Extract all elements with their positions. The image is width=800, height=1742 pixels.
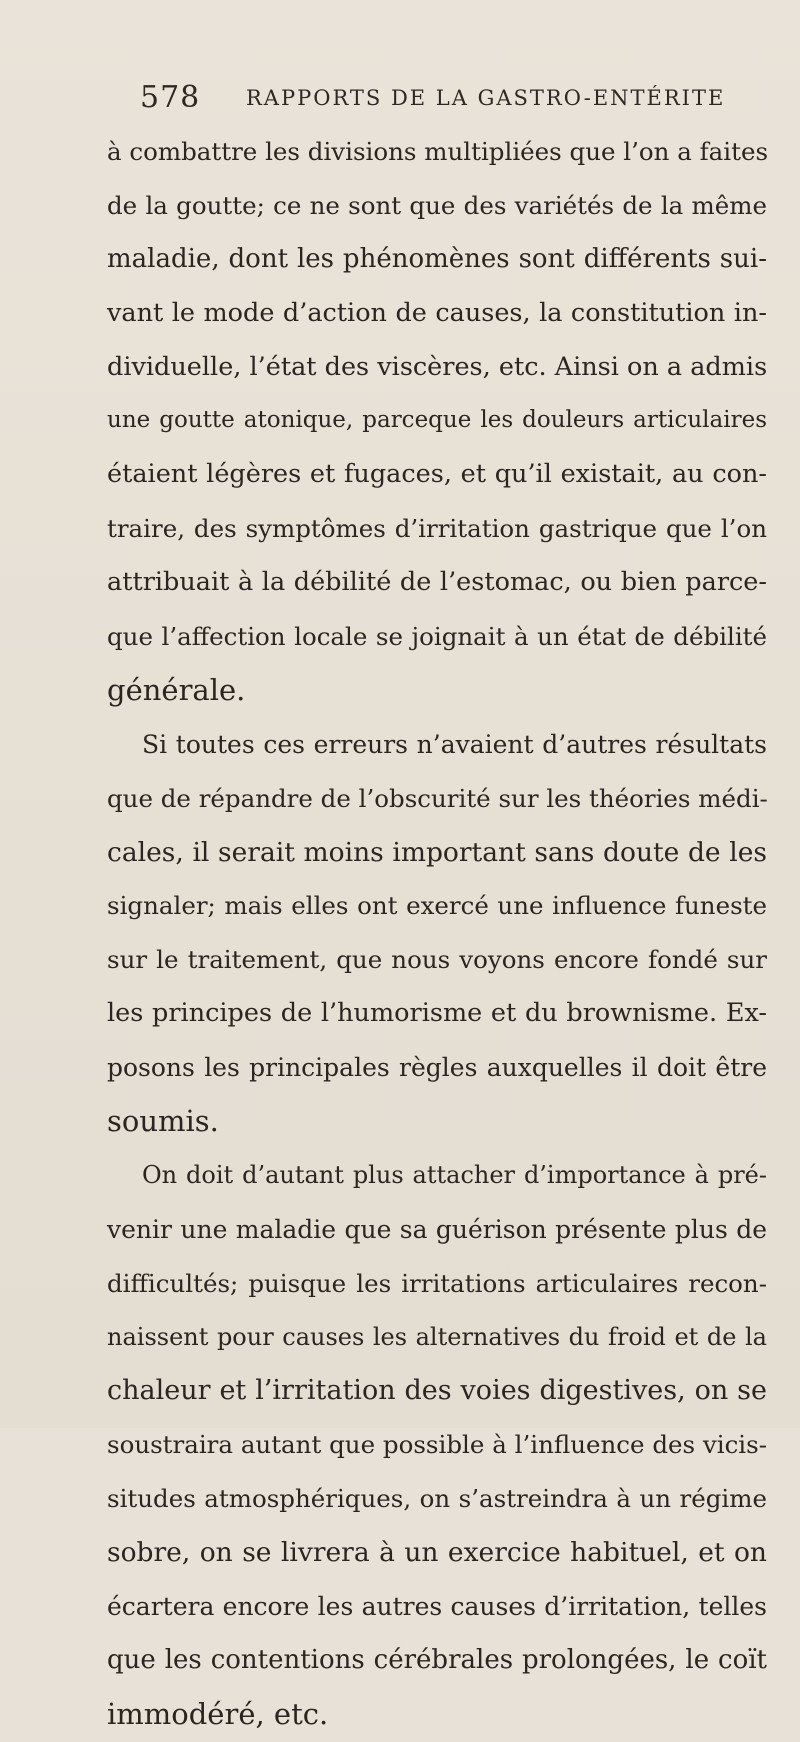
- text-line: de la goutte; ce ne sont que des variétés de la même: [107, 190, 767, 220]
- paragraph-end-line: soumis.: [107, 1104, 219, 1139]
- paragraph-start-line: Si toutes ces erreurs n’avaient d’autres résultats: [142, 729, 767, 759]
- text-line: les principes de l’humorisme et du brownisme. Ex-: [107, 998, 767, 1029]
- page-header: [140, 80, 740, 120]
- running-title: RAPPORTS DE LA GASTRO-ENTÉRITE: [246, 86, 726, 110]
- text-line: écartera encore les autres causes d’irritation, telles: [107, 1592, 767, 1622]
- paragraph-end-line: immodéré, etc.: [107, 1696, 329, 1731]
- text-line: signaler; mais elles ont exercé une influence funeste: [107, 891, 767, 921]
- text-line: situdes atmosphériques, on s’astreindra à un régime: [107, 1484, 767, 1514]
- text-line: venir une maladie que sa guérison présente plus de: [107, 1214, 767, 1244]
- page-number: 578: [140, 80, 201, 115]
- text-line: vant le mode d’action de causes, la constitution in-: [107, 297, 767, 328]
- text-line: cales, il serait moins important sans doute de les: [107, 836, 767, 868]
- text-line: posons les principales règles auxquelles il doit être: [107, 1053, 767, 1083]
- text-line: difficultés; puisque les irritations articulaires recon-: [107, 1268, 767, 1298]
- text-line: traire, des symptômes d’irritation gastrique que l’on: [107, 514, 767, 544]
- body-text: [107, 125, 767, 1742]
- text-line: à combattre les divisions multipliées que l’on a faites: [107, 137, 769, 166]
- text-line: que de répandre de l’obscurité sur les théories médi-: [107, 783, 768, 813]
- text-line: attribuait à la débilité de l’estomac, ou bien parce-: [107, 567, 767, 598]
- text-line: une goutte atonique, parceque les douleurs articulaires: [107, 407, 767, 434]
- text-line: que l’affection locale se joignait à un état de débilité: [107, 622, 767, 652]
- text-line: dividuelle, l’état des viscères, etc. Ainsi on a admis: [107, 351, 768, 382]
- paragraph-end-line: générale.: [107, 672, 246, 707]
- text-line: maladie, dont les phénomènes sont différents sui-: [107, 243, 767, 274]
- text-line: que les contentions cérébrales prolongées, le coït: [107, 1644, 767, 1675]
- text-line: sobre, on se livrera à un exercice habituel, et on: [107, 1537, 767, 1569]
- text-line: soustraira autant que possible à l’influence des vicis-: [107, 1430, 767, 1460]
- text-line: étaient légères et fugaces, et qu’il existait, au con-: [107, 459, 767, 490]
- text-line: chaleur et l’irritation des voies digestives, on se: [107, 1375, 767, 1407]
- text-line: naissent pour causes les alternatives du froid et de la: [107, 1322, 767, 1351]
- text-line: sur le traitement, que nous voyons encore fondé sur: [107, 945, 767, 975]
- paragraph-start-line: On doit d’autant plus attacher d’importance à pré-: [142, 1160, 767, 1189]
